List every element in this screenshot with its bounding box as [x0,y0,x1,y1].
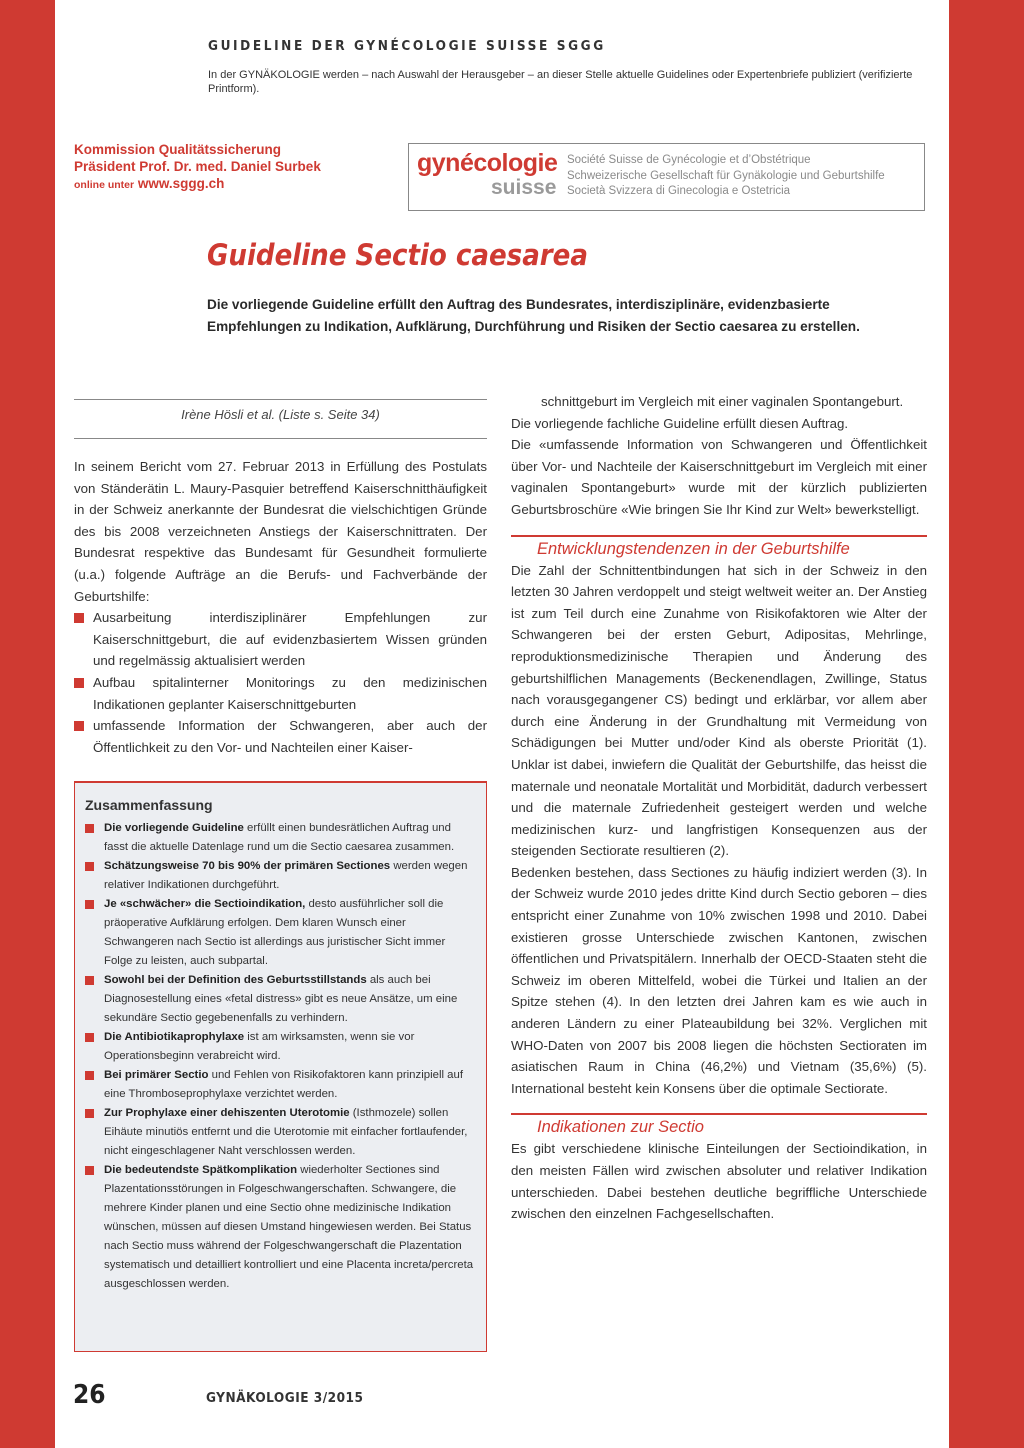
article-lead: Die vorliegende Guideline erfüllt den Auftrag des Bundesrates, interdisziplinäre, evidenzbasierte Empfehlungen zu Indikation, Aufklärung, Durchführung und Risiken der Sectio caesarea zu erstellen. [207,297,860,334]
right-paragraph-1: Die vorliegende fachliche Guideline erfüllt diesen Auftrag. [511,415,849,431]
magazine-issue: GYNÄKOLOGIE 3/2015 [206,1390,364,1406]
bullet-square-icon [85,1071,94,1080]
article-title: Guideline Sectio caesarea [207,238,588,272]
continuation-text: schnittgeburt im Vergleich mit einer vaginalen Spontangeburt. [541,394,904,409]
bullet-square-icon [74,613,84,623]
logo-line-it: Società Svizzera di Ginecologia e Ostetricia [567,185,791,197]
mandate-list [74,607,487,758]
commission-name: Kommission Qualitätssicherung [74,142,282,157]
bullet-square-icon [85,862,94,871]
summary-item: Die Antibiotikaprophylaxe ist am wirksamsten, wenn sie vor Operationsbeginn verabreicht wird. [85,1028,476,1066]
summary-item: Schätzungsweise 70 bis 90% der primären Sectiones werden wegen relativer Indikationen durchgeführt. [85,857,476,895]
website-link[interactable]: www.sggg.ch [137,176,225,191]
right-paragraph-2: Die «umfassende Information von Schwangeren und Öffentlichkeit über Vor- und Nachteile der Kaiserschnittgeburt im Vergleich mit einer vaginalen Spontangeburt» wurde mit der kürzlich publizierten Geburtsbroschüre «Wie bringen Sie Ihr Kind zur Welt» bewerkstelligt. [511,437,927,517]
summary-item: Zur Prophylaxe einer dehiszenten Uterotomie (Isthmozele) sollen Eihäute minutiös entfernt und die Uterotomie mit einfacher fortlaufender, nicht eingeschlagener Naht verschlossen werden. [85,1104,476,1161]
summary-list [85,819,476,1294]
trends-paragraph-2: Bedenken bestehen, dass Sectiones zu häufig indiziert werden (3). In der Schweiz wurde 2010 jedes dritte Kind durch Sectio geboren – dies entspricht einer Zunahme von 10% zwischen 1998 und 2010. Dabei existieren grosse Unterschiede zwischen Kantonen, zwischen öffentlichen und Privatspitälern. Innerhalb der OECD-Staaten steht die Schweiz im oberen Mittelfeld, wobei die Türkei und Italien an der Spitze stehen (4). In den letzten drei Jahren kam es wie auch in anderen Ländern zu einer Plateaubildung bei 32%. Verglichen mit WHO-Daten von 2007 bis 2008 liegen die höchsten Sectioraten im asiatischen Raum in China (46,2%) und Vietnam (35,6%) (5). International besteht kein Konsens über die optimale Sectiorate. [511,864,927,1096]
intro-text: In der GYNÄKOLOGIE werden – nach Auswahl der Herausgeber – an dieser Stelle aktuelle Guidelines oder Expertenbriefe publiziert (verifizierte Printform). [208,69,913,95]
commission-president: Präsident Prof. Dr. med. Daniel Surbek [74,159,321,174]
online-prefix: online unter [74,179,135,191]
summary-item: Die vorliegende Guideline erfüllt einen bundesrätlichen Auftrag und fasst die aktuelle Datenlage rund um die Sectio caesarea zusammen. [85,819,476,857]
summary-heading: Zusammenfassung [85,797,213,813]
summary-item: Bei primärer Sectio und Fehlen von Risikofaktoren kann prinzipiell auf eine Thromboseprophylaxe verzichtet werden. [85,1066,476,1104]
summary-box [74,781,487,1352]
bullet-square-icon [85,1109,94,1118]
logo-line-de: Schweizerische Gesellschaft für Gynäkologie und Geburtshilfe [567,169,885,182]
list-item: umfassende Information der Schwangeren, aber auch der Öffentlichkeit zu den Vor- und Nachteilen einer Kaiser- [74,715,487,758]
author-line [74,399,487,439]
society-logo [408,143,925,211]
summary-item: Sowohl bei der Definition des Geburtsstillstands als auch bei Diagnosestellung eines «fetal distress» gibt es neue Ansätze, um eine sekundäre Sectio gegebenenfalls zu verhindern. [85,971,476,1028]
logo-line-fr: Société Suisse de Gynécologie et d’Obstétrique [567,154,811,166]
authors: Irène Hösli et al. (Liste s. Seite 34) [181,407,380,422]
bullet-square-icon [85,900,94,909]
guideline-kicker: GUIDELINE DER GYNÉCOLOGIE SUISSE SGGG [208,38,606,54]
section-heading-trends: Entwicklungstendenzen in der Geburtshilfe [511,535,927,560]
bullet-square-icon [74,721,84,731]
left-paragraph-1: In seinem Bericht vom 27. Februar 2013 in Erfüllung des Postulats von Ständerätin L. Maury-Pasquier betreffend Kaiserschnitthäufigkeit in der Schweiz anerkannte der Bundesrat die vielschichtigen Gründe des bis 2008 verzeichneten Anstiegs der Kaiserschnittraten. Der Bundesrat respektive das Bundesamt für Gesundheit formulierte (u.a.) folgende Aufträge an die Berufs- und Fachverbände der Geburtshilfe: [74,459,487,604]
left-column [74,456,487,758]
bullet-square-icon [85,976,94,985]
bullet-square-icon [85,824,94,833]
right-column [511,391,927,1225]
commission-block [74,141,321,194]
trends-paragraph-1: Die Zahl der Schnittentbindungen hat sich in der Schweiz in den letzten 30 Jahren verdoppelt und steigt weltweit weiter an. Der Anstieg ist zum Teil durch eine Zunahme von Risikofaktoren wie Alter der Schwangeren bei der ersten Geburt, Adipositas, Mehrlinge, reproduktionsmedizinische Therapien und Änderung des geburtshilflichen Managements (Beckenendlagen, Zwillinge, Status nach vorausgegangener CS) bedingt und erklärbar, vor allem aber durch eine Änderung in der Grundhaltung mit Vermeidung von Schädigungen bei Mutter und/oder Kind als oberste Priorität (1). Unklar ist dabei, inwiefern die Qualität der Geburtshilfe, das heisst die maternale und neonatale Mortalität und Morbidität, dadurch verbessert und die maternale Zufriedenheit gesteigert werden und welche medizinischen kurz- und langfristigen Konsequenzen aus der steigenden Sectiorate resultieren (2). [511,562,927,859]
summary-item: Je «schwächer» die Sectioindikation, desto ausführlicher soll die präoperative Aufklärung erfolgen. Dem klaren Wunsch einer Schwangeren nach Sectio ist allerdings aus juristischer Sicht immer Folge zu leisten, auch subpartal. [85,895,476,971]
bullet-square-icon [74,678,84,688]
list-item: Aufbau spitalinterner Monitorings zu den medizinischen Indikationen geplanter Kaiserschnittgeburten [74,672,487,715]
section-heading-indications: Indikationen zur Sectio [511,1113,927,1138]
bullet-square-icon [85,1166,94,1175]
logo-wordmark: gynécologie [417,149,558,177]
right-red-bar [949,0,1024,1448]
summary-item: Die bedeutendste Spätkomplikation wiederholter Sectiones sind Plazentationsstörungen in Folgeschwangerschaften. Schwangere, die mehrere Kinder planen und eine Sectio ohne medizinische Indikation wünschen, müssen auf diesen Umstand hingewiesen werden. Bei Status nach Sectio muss während der Folgeschwangerschaft die Plazentation systematisch und detailliert kontrolliert und eine Placenta increta/percreta ausgeschlossen werden. [85,1161,476,1294]
indications-paragraph-1: Es gibt verschiedene klinische Einteilungen der Sectioindikation, in den meisten Fällen wird zwischen absoluter und relativer Indikation unterschieden. Dabei bestehen deutliche begriffliche Unterschiede zwischen den einzelnen Fachgesellschaften. [511,1141,927,1222]
list-item: Ausarbeitung interdisziplinärer Empfehlungen zur Kaiserschnittgeburt, die auf evidenzbasiertem Wissen gründen und regelmässig aktualisiert werden [74,607,487,672]
logo-subword: suisse [491,176,557,199]
bullet-square-icon [85,1033,94,1042]
logo-society-names [567,153,885,200]
left-red-bar [0,0,55,1448]
page-number: 26 [73,1380,106,1410]
